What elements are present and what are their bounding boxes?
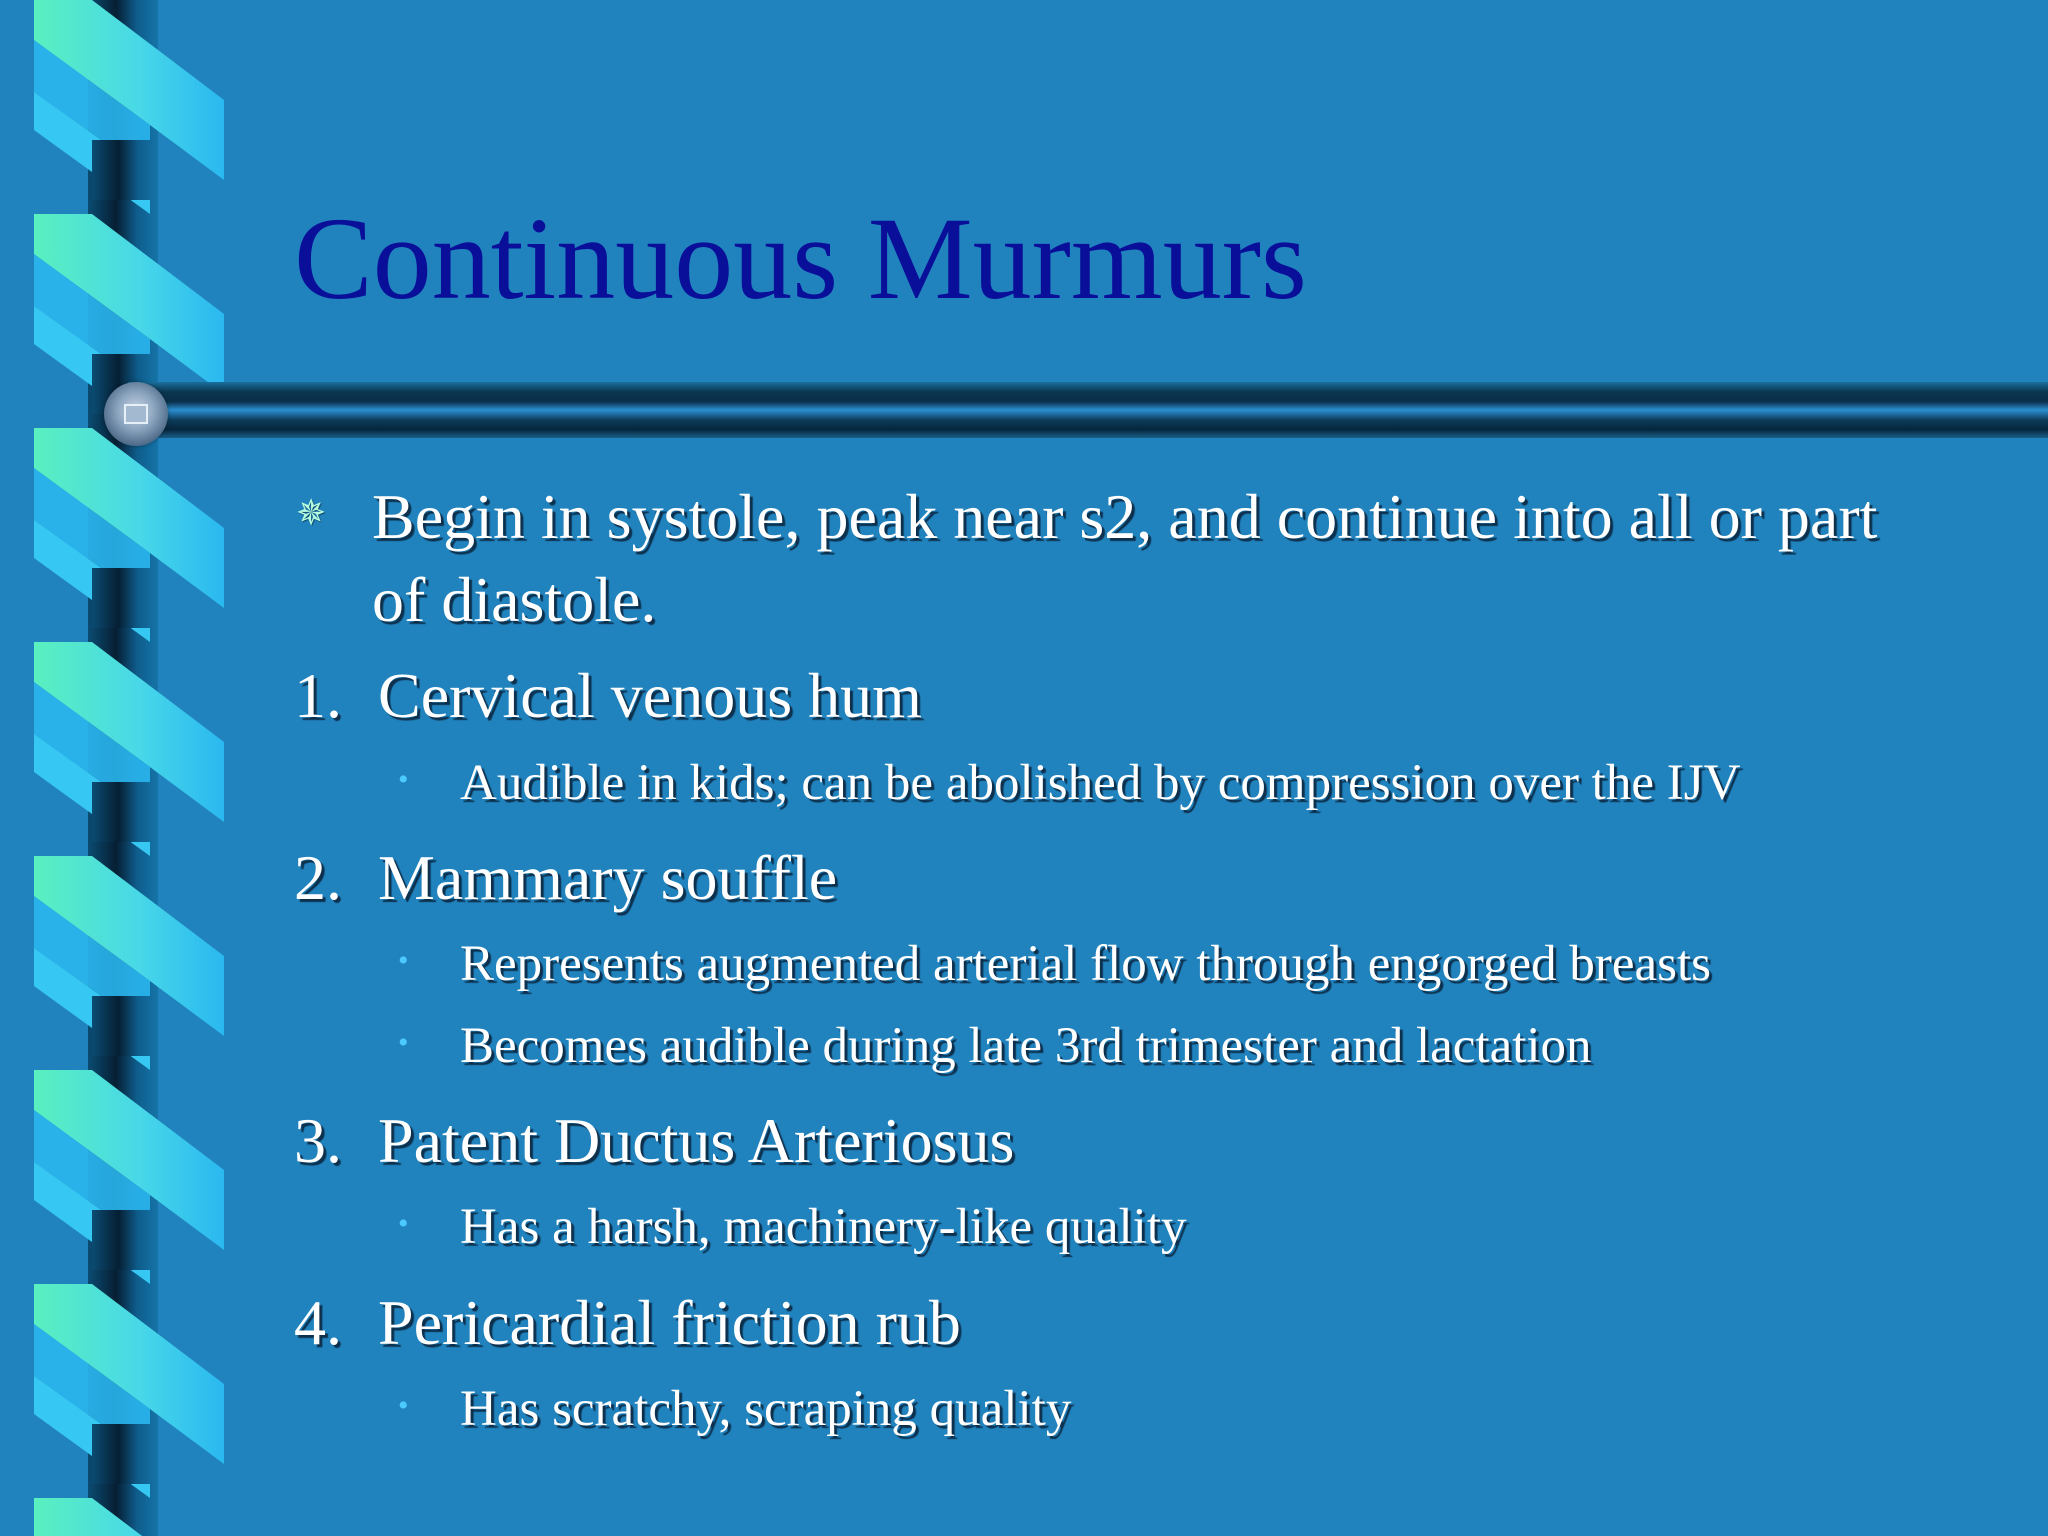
item-number: 1. <box>294 660 342 731</box>
slide-title: Continuous Murmurs <box>294 193 1307 324</box>
sub-bullet-dot-icon: • <box>398 763 409 796</box>
item-detail: Audible in kids; can be abolished by compression over the IJV <box>460 755 1741 811</box>
item-number: 4. <box>294 1287 342 1358</box>
sub-bullet-dot-icon: • <box>398 1026 409 1059</box>
item-title: Mammary souffle <box>378 842 838 913</box>
intro-line-2: of diastole. <box>372 564 657 635</box>
item-title: Patent Ductus Arteriosus <box>378 1105 1015 1176</box>
item-detail: Has scratchy, scraping quality <box>460 1381 1072 1437</box>
item-title: Pericardial friction rub <box>378 1287 961 1358</box>
sub-bullet-dot-icon: • <box>398 944 409 977</box>
item-number: 3. <box>294 1105 342 1176</box>
item-title: Cervical venous hum <box>378 660 922 731</box>
item-detail: Represents augmented arterial flow through engorged breasts <box>460 936 1711 992</box>
item-detail: Has a harsh, machinery-like quality <box>460 1199 1187 1255</box>
item-number: 2. <box>294 842 342 913</box>
item-detail: Becomes audible during late 3rd trimester and lactation <box>460 1018 1592 1074</box>
star-burst-bullet-icon: ✵ <box>296 493 327 533</box>
sub-bullet-dot-icon: • <box>398 1207 409 1240</box>
sub-bullet-dot-icon: • <box>398 1389 409 1422</box>
intro-line-1: Begin in systole, peak near s2, and continue into all or part <box>372 481 1878 552</box>
